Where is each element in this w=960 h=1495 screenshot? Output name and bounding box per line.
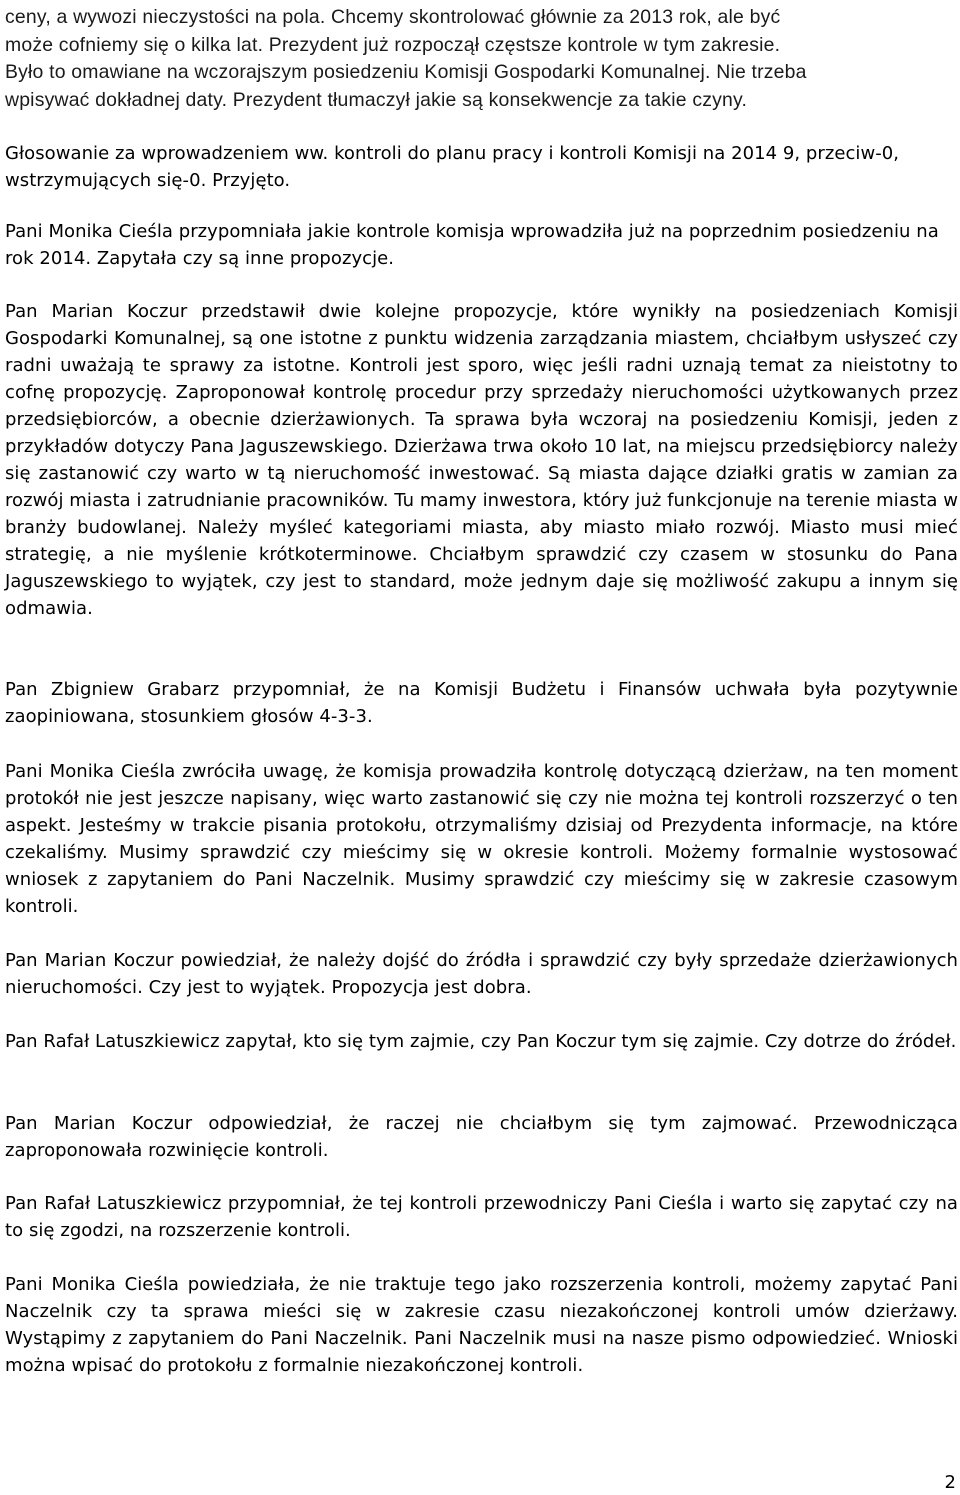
page-number: 2 [944, 1472, 956, 1493]
paragraph-ciesla-statement: Pani Monika Cieśla powiedziała, że nie traktuje tego jako rozszerzenia kontroli, możemy zapytać Pani Naczelnik czy ta sprawa mieści się w zakresie czasu niezakończonej kontroli umów dzierżawy. Wystąpimy z zapytaniem do Pani Naczelnik. Pani Naczelnik musi na nasze pismo odpowiedzieć. Wnioski można wpisać do protokołu z formalnie niezakończonej kontroli. [5, 1274, 958, 1376]
paragraph-latuszkiewicz-reminder: Pan Rafał Latuszkiewicz przypomniał, że tej kontroli przewodniczy Pani Cieśla i warto się zapytać czy na to się zgodzi, na rozszerzenie kontroli. [5, 1193, 958, 1241]
paragraph-grabarz: Pan Zbigniew Grabarz przypomniał, że na Komisji Budżetu i Finansów uchwała była pozytywnie zaopiniowana, stosunkiem głosów 4-3-3. [5, 679, 958, 727]
intro-line: może cofniemy się o kilka lat. Prezydent już rozpoczął częstsze kontrole w tym zakresie. [5, 33, 781, 56]
paragraph-koczur-source: Pan Marian Koczur powiedział, że należy dojść do źródła i sprawdzić czy były sprzedaże dzierżawionych nieruchomości. Czy jest to wyjątek. Propozycja jest dobra. [5, 950, 958, 998]
intro-line: Było to omawiane na wczorajszym posiedzeniu Komisji Gospodarki Komunalnej. Nie trzeba [5, 61, 807, 83]
intro-paragraph [5, 4, 960, 114]
intro-line: wpisywać dokładnej daty. Prezydent tłumaczył jakie są konsekwencje za takie czyny. [5, 88, 748, 111]
paragraph-vote: Głosowanie za wprowadzeniem ww. kontroli do planu pracy i kontroli Komisji na 2014 9, przeciw-0, wstrzymujących się-0. Przyjęto. [5, 143, 900, 191]
paragraph-koczur-proposal: Pan Marian Koczur przedstawił dwie kolejne propozycje, które wynikły na posiedzeniach Komisji Gospodarki Komunalnej, są one istotne z punktu widzenia zarządzania miastem, chciałbym usłyszeć czy radni uważają te sprawy za istotne. Kontroli jest sporo, więc jeśli radni uznają temat za nieistotny to cofnę propozycję. Zaproponował kontrolę procedur przy sprzedaży nieruchomości użytkowanych przez przedsiębiorców, a obecnie dzierżawionych. Ta sprawa była wczoraj na posiedzeniu Komisji, jeden z przykładów dotyczy Pana Jaguszewskiego. Dzierżawa trwa około 10 lat, na miejscu przedsiębiorcy należy się zastanowić czy warto w tą nieruchomość inwestować. Są miasta dające działki gratis w zamian za rozwój miasta i zatrudnianie pracowników. Tu mamy inwestora, który już funkcjonuje na terenie miasta w branży budowlanej. Należy myśleć kategoriami miasta, aby miasto miało rozwój. Miasto musi mieć strategię, a nie myślenie krótkoterminowe. Chciałbym sprawdzić czy czasem w stosunku do Pana Jaguszewskiego to wyjątek, czy jest to standard, może jednym daje się możliwość zakupu a innym się odmawia. [5, 301, 958, 619]
paragraph-latuszkiewicz-question: Pan Rafał Latuszkiewicz zapytał, kto się tym zajmie, czy Pan Koczur tym się zajmie. Czy dotrze do źródeł. [5, 1031, 957, 1052]
paragraph-ciesla-reminder: Pani Monika Cieśla przypomniała jakie kontrole komisja wprowadziła już na poprzednim posiedzeniu na rok 2014. Zapytała czy są inne propozycje. [5, 221, 939, 269]
intro-line: ceny, a wywozi nieczystości na pola. Chcemy skontrolować głównie za 2013 rok, ale być [5, 6, 781, 28]
paragraph-koczur-answer: Pan Marian Koczur odpowiedział, że raczej nie chciałbym się tym zajmować. Przewodnicząca zaproponowała rozwinięcie kontroli. [5, 1113, 958, 1161]
paragraph-ciesla-remark: Pani Monika Cieśla zwróciła uwagę, że komisja prowadziła kontrolę dotyczącą dzierżaw, na ten moment protokół nie jest jeszcze napisany, więc warto zastanowić się czy nie można tej kontroli rozszerzyć o ten aspekt. Jesteśmy w trakcie pisania protokołu, otrzymaliśmy dzisiaj od Prezydenta informacje, na które czekaliśmy. Musimy sprawdzić czy mieścimy się w okresie kontroli. Możemy formalnie wystosować wniosek z zapytaniem do Pani Naczelnik. Musimy sprawdzić czy mieścimy się w zakresie czasowym kontroli. [5, 761, 958, 917]
